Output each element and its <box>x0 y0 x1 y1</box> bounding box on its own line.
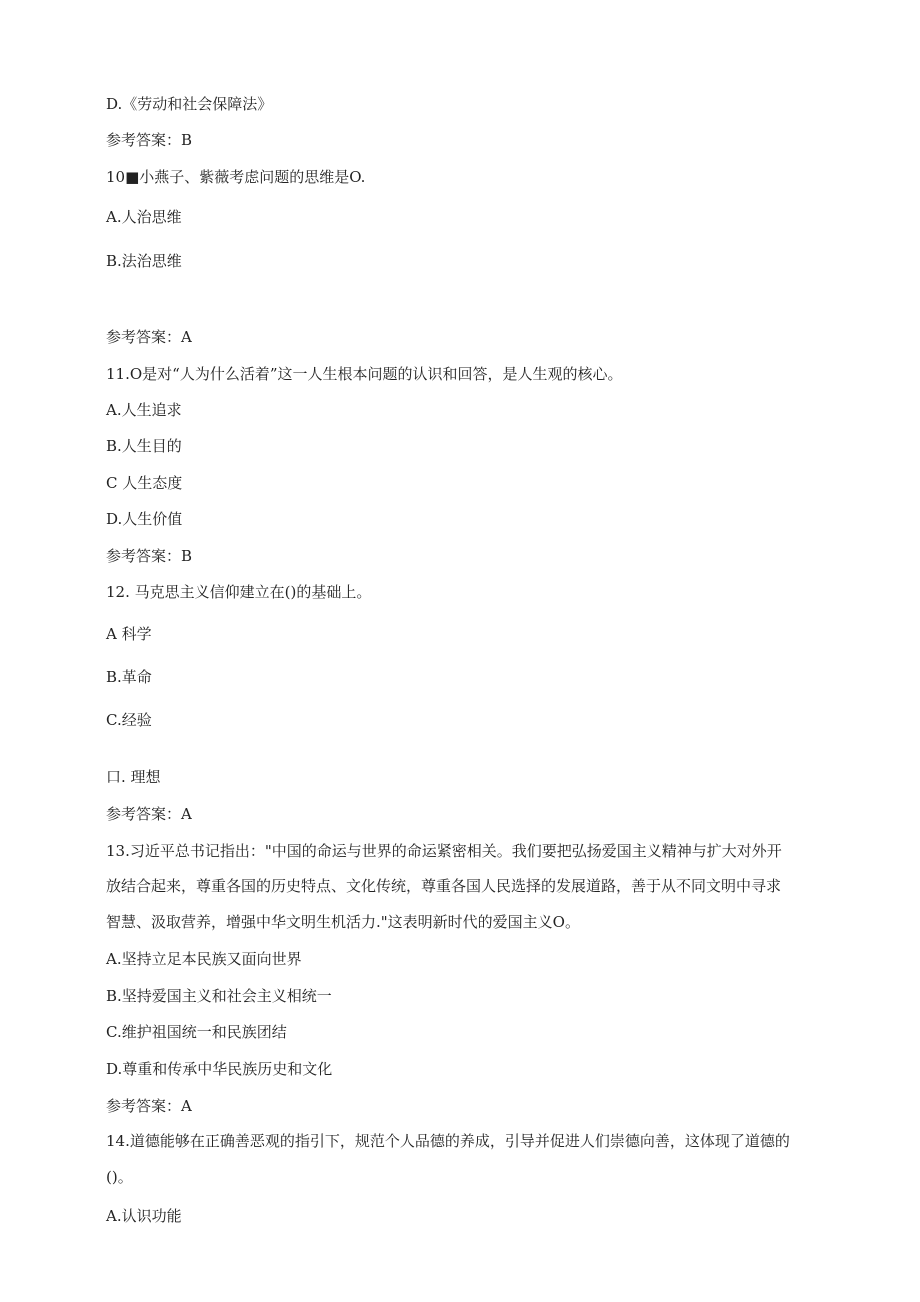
q11-option-c: C 人生态度 <box>106 474 183 492</box>
q9-answer: 参考答案：B <box>106 131 193 149</box>
q12-option-d: 口. 理想 <box>106 768 161 786</box>
q10-stem: 10■小燕子、紫薇考虑问题的思维是O. <box>106 168 366 186</box>
q11-option-d: D.人生价值 <box>106 510 183 528</box>
q11-option-a: A.人生追求 <box>106 401 182 419</box>
q12-option-b: B.革命 <box>106 668 152 686</box>
q12-answer: 参考答案：A <box>106 805 192 823</box>
q13-option-c: C.维护祖国统一和民族团结 <box>106 1023 287 1041</box>
q14-option-a: A.认识功能 <box>106 1207 182 1225</box>
q13-stem-line-1: 13.习近平总书记指出："中国的命运与世界的命运紧密相关。我们要把弘扬爱国主义精神与扩大对外开 <box>106 842 782 860</box>
q13-option-b: B.坚持爱国主义和社会主义相统一 <box>106 987 332 1005</box>
q10-option-b: B.法治思维 <box>106 252 182 270</box>
q9-option-d: D.《劳动和社会保障法》 <box>106 95 273 113</box>
q11-option-b: B.人生目的 <box>106 437 182 455</box>
q13-stem-line-3: 智慧、汲取营养，增强中华文明生机活力."这表明新时代的爱国主义O。 <box>106 913 580 931</box>
q10-answer: 参考答案：A <box>106 328 192 346</box>
q13-option-d: D.尊重和传承中华民族历史和文化 <box>106 1060 333 1078</box>
q13-answer: 参考答案：A <box>106 1097 192 1115</box>
q12-stem: 12. 马克思主义信仰建立在()的基础上。 <box>106 583 372 601</box>
q14-stem-line-2: ()。 <box>106 1168 133 1186</box>
q14-stem-line-1: 14.道德能够在正确善恶观的指引下，规范个人品德的养成，引导并促进人们崇德向善，这体现了道德的 <box>106 1132 790 1150</box>
q10-option-a: A.人治思维 <box>106 208 182 226</box>
q12-option-c: C.经验 <box>106 711 152 729</box>
q11-stem: 11.O是对“人为什么活着”这一人生根本问题的认识和回答，是人生观的核心。 <box>106 365 623 383</box>
q13-stem-line-2: 放结合起来，尊重各国的历史特点、文化传统，尊重各国人民选择的发展道路，善于从不同文明中寻求 <box>106 877 782 895</box>
q12-option-a: A 科学 <box>106 625 152 643</box>
q11-answer: 参考答案：B <box>106 547 193 565</box>
q13-option-a: A.坚持立足本民族又面向世界 <box>106 950 302 968</box>
